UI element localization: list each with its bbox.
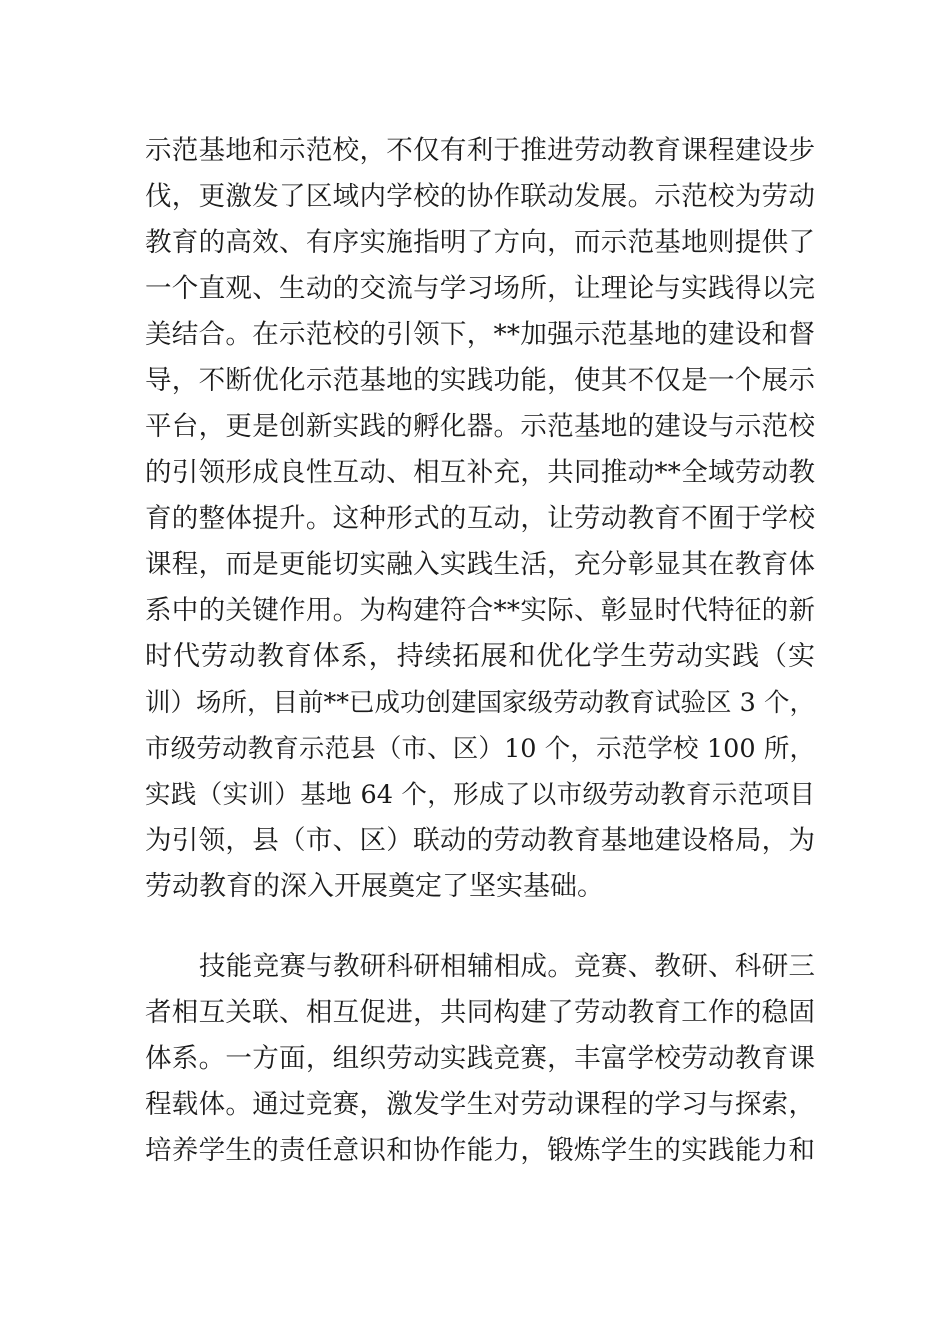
text-line: 为引领，县（市、区）联动的劳动教育基地建设格局，为 (145, 825, 815, 856)
text-line: 伐，更激发了区域内学校的协作联动发展。示范校为劳动 (145, 181, 815, 212)
text-line: 一个直观、生动的交流与学习场所，让理论与实践得以完 (145, 273, 815, 304)
text-line: 劳动教育的深入开展奠定了坚实基础。 (145, 871, 604, 902)
text-line: 训）场所，目前**已成功创建国家级劳动教育试验区 3 个， (145, 688, 815, 718)
text-line: 美结合。在示范校的引领下，**加强示范基地的建设和督 (145, 319, 815, 350)
text-line: 培养学生的责任意识和协作能力，锻炼学生的实践能力和 (145, 1135, 815, 1166)
text-line: 的引领形成良性互动、相互补充，共同推动**全域劳动教 (145, 457, 815, 488)
text-line: 平台，更是创新实践的孵化器。示范基地的建设与示范校 (145, 411, 815, 442)
text-line: 育的整体提升。这种形式的互动，让劳动教育不囿于学校 (145, 503, 815, 534)
text-line: 时代劳动教育体系，持续拓展和优化学生劳动实践（实 (145, 641, 815, 672)
text-line: 导，不断优化示范基地的实践功能，使其不仅是一个展示 (145, 365, 815, 396)
text-line: 教育的高效、有序实施指明了方向，而示范基地则提供了 (145, 227, 815, 258)
text-line: 实践（实训）基地 64 个，形成了以市级劳动教育示范项目 (145, 780, 815, 810)
text-line: 者相互关联、相互促进，共同构建了劳动教育工作的稳固 (145, 997, 815, 1028)
text-line: 课程，而是更能切实融入实践生活，充分彰显其在教育体 (145, 549, 815, 580)
text-line: 技能竞赛与教研科研相辅相成。竞赛、教研、科研三 (199, 951, 815, 982)
text-line: 示范基地和示范校，不仅有利于推进劳动教育课程建设步 (145, 135, 815, 166)
text-line: 系中的关键作用。为构建符合**实际、彰显时代特征的新 (145, 595, 815, 626)
text-line: 体系。一方面，组织劳动实践竞赛，丰富学校劳动教育课 (145, 1043, 815, 1074)
text-line: 程载体。通过竞赛，激发学生对劳动课程的学习与探索， (145, 1089, 815, 1120)
text-line: 市级劳动教育示范县（市、区）10 个，示范学校 100 所， (145, 734, 815, 764)
